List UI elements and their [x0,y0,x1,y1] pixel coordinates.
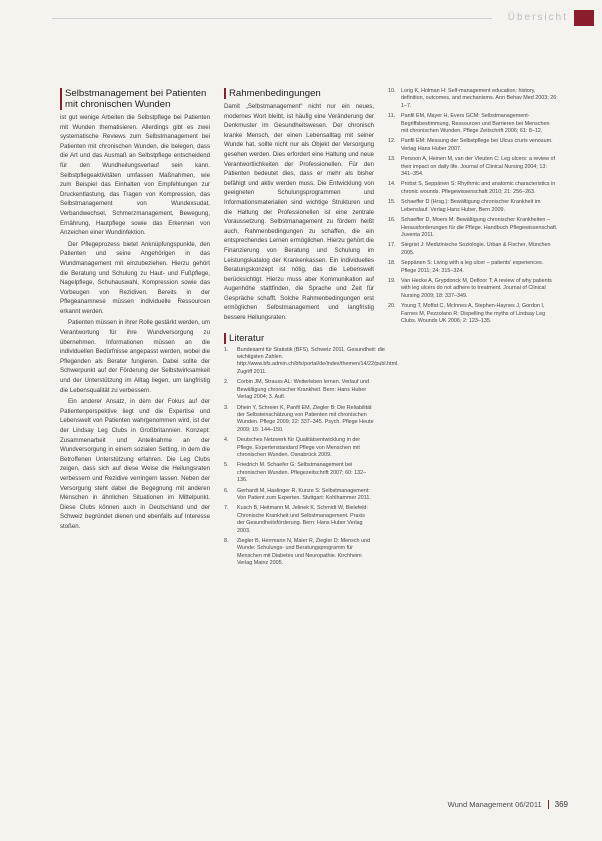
section-heading: Selbstmanagement bei Patienten mit chronischen Wunden [60,88,210,110]
reference-item [224,505,374,535]
reference-number: 3. [224,404,229,411]
page-number: 369 [554,800,568,809]
page-footer [448,800,568,809]
reference-item [224,405,374,435]
section-label: Übersicht [507,12,568,23]
reference-text: Probst S, Seppänen S: Rhythmic and anatomic characteristics in chronic wounds. Pflegewissenschaft 2010; 21: 256–263. [401,181,556,195]
reference-text: Panfil EM, Mayer H, Evers GCM: Selbstmanagement-Begriffsbestimmung, Ressourcen und Barrieren bei Menschen mit chronischen Wunden. Pflege Zeitschrift 2006; 61: 8–12. [401,113,550,135]
reference-text: Dhein Y, Schreier K, Panfil EM, Ziegler B: Die Reliabilität der Selbsteinschätzung von Patienten mit chronischen Wunden. Pflege 2009; 22: 337–345. Psych. Pflege Heute 2009; 15: 144–150. [237,404,374,433]
reference-text: Kusch B, Heitmann M, Jelinek K, Schmidt W, Bielefeld: Chronische Krankheit und Selbstmanagement. Praxis der Gesundheitsförderung. Bern: Hans Huber Verlag 2003. [237,505,368,534]
reference-item [388,156,558,178]
reference-item [388,278,558,300]
reference-item [388,217,558,239]
reference-item [388,303,558,325]
reference-number: 7. [224,505,229,512]
reference-item [388,199,558,214]
reference-item [224,488,374,503]
reference-text: Persoon A, Heinen M, van der Vleuten C: Leg ulcers: a review of their impact on daily life. Journal of Clinical Nursing 2004; 13: 341–354. [401,156,556,178]
reference-text: Deutsches Netzwerk für Qualitätsentwicklung in der Pflege. Expertenstandard Pflege von Menschen mit chronischen Wunden. Osnabrück 2009. [237,437,361,458]
paragraph: Damit „Selbstmanagement“ nicht nur ein neues, modernes Wort bleibt, ist häufig eine Veränderung der Denkmuster im Gesundheitswesen. Der chronisch kranke Mensch, der einen Lebensalltag mit seiner Wunde hat, sollte nicht nur als Objekt der Versorgung gesehen werden. Dies erfordert eine Haltung und neue Verantwortlichkeiten der Professionellen. Für den Patienten bedeutet dies, dass er mehr als bisher befähigt und aktiv werden muss. Die Entwicklung von geeigneten Schulungsprogrammen und Informationsmaterialien sind wichtige Strukturen und die Haltung der Professionellen ist eine zentrale Voraussetzung. Selbstmanagement zu fördern heißt auch, Rahmenbedingungen zu schaffen, die ein entsprechendes Lernen ermöglichen. Hierzu gehört die Finanzierung von Beratung und Schulung im Leistungskatalog der Krankenkassen. Ein individuelles Beratungskonzept ist nötig, das die Lebenswelt berücksichtigt. Hierzu muss aber Kommunikation auf Augenhöhe stattfinden, die Sprache und Zeit für Gespräche schafft. Solche Rahmenbedingungen erst ermöglichen Selbstmanagement und langfristig bessere Heilungsraten. [224,103,374,322]
reference-text: Van Hecke A, Grypdonck M, Defloor T: A review of why patients with leg ulcers do not adhere to treatment. Journal of Clinical Nursing 2009; 18: 337–349. [401,277,552,299]
reference-number: 10. [388,88,396,94]
reference-item [224,437,374,459]
reference-number: 8. [224,538,229,544]
reference-item [388,181,558,196]
footer-divider [548,800,549,809]
section-heading: Rahmenbedingungen [224,88,374,99]
reference-number: 19. [388,277,396,284]
reference-number: 12. [388,138,396,145]
paragraph: Ein anderer Ansatz, in dem der Fokus auf der Patientenperspektive liegt und die Expertise und Lebenswelt von Patienten wahrgenommen wird, ist der der Lindsay Leg Clubs in Großbritannien. Konzept: Zusammenarbeit und Anteilnahme an der Wundversorgung in einem sozialen Setting, in dem die Betroffenen Unterstützung erfahren. Die Leg Clubs zeigen, dass sich auf diese Weise die Heilungsraten verbessern und Rezidive verringern lassen. Neben der Versorgung steht dabei die Begegnung mit anderen Menschen in ähnlichen Situationen im Mittelpunkt. Diese Clubs können auch in Deutschland und der Schweiz begründet dienen und ebenfalls auf Interesse stoßen. [60,398,210,530]
reference-item [224,379,374,401]
reference-text: Young T, Moffat C, McInnes A, Stephen-Haynes J, Gordon I, Farnes M, Pezzolano R: Dispelling the myths of Lindsay Leg Clubs. Wounds UK 2006; 2: 123–135. [401,303,546,324]
reference-item [224,462,374,484]
section-marker [574,10,594,26]
reference-text: Ziegler B, Herrmann N, Maier R, Ziegler D: Mensch und Wunde: Schulungs- und Beratungsprogramm für Menschen mit Diabetes und Neuropathie. Kirchheim Verlag Mainz 2005. [237,538,371,567]
reference-number: 2. [224,379,229,386]
reference-number: 11. [388,113,396,120]
reference-number: 20. [388,303,396,310]
reference-item [388,113,558,135]
reference-text: Seppänen S: Living with a leg ulcer – patients' experiences. Pflege 2011; 24: 315–324. [401,260,544,274]
column-1 [60,88,210,788]
reference-number: 18. [388,260,396,267]
reference-number: 5. [224,462,229,469]
reference-item [224,346,399,377]
reference-item [224,538,374,568]
reference-item [388,138,558,153]
reference-text: Panfil EM: Messung der Selbstpflege bei Ulcus cruris venosum. Verlag Hans Huber 2007. [401,138,553,152]
journal-name: Wund Management 06/2011 [447,800,542,809]
column-3 [388,88,558,788]
reference-text: Siegrist J: Medizinische Soziologie. Urban & Fischer, München 2005. [401,242,551,256]
reference-item [388,242,558,257]
reference-item [388,88,558,110]
reference-text: Corbin JM, Strauss AL: Weiterleben lernen. Verlauf und Bewältigung chronischer Krankheit. Bern: Hans Huber Verlag 2004; 3. Aufl. [237,379,370,401]
reference-item [388,260,558,275]
reference-number: 14. [388,181,396,188]
reference-number: 17. [388,242,396,249]
paragraph: Der Pflegeprozess bietet Anknüpfungspunkte, den Patienten und seine Angehörigen in das Wundmanagement mit einzubeziehen. Hierzu gehört die Beratung und Schulung zu Haut- und Fußpflege, Nagelpflege, Schuhauswahl, Kompression sowie das Vorbeugen von Rezidiven. Bereits in der Pflegeanamnese müssen individuelle Ressourcen erkannt werden. [60,240,210,315]
reference-text: Friedrich M. Schaefer G: Selbstmanagement bei chronischen Wunden. Pflegezeitschrift 2007; 60: 132–136. [237,462,367,484]
reference-number: 13. [388,156,396,163]
paragraph: ist gut wenige Arbeiten die Selbstpflege bei Patienten mit Wunden thematisieren. Allerdings gibt es zwei systematische Reviews zum Selbstmanagement bei Patienten mit chronischen Wunden, die belegen, dass die Art und das Ausmaß an Selbstpflege entscheidend für den Wundheilungsverlauf sein kann. Selbstpflegeaktivitäten umfassen Maßnahmen, wie zum Beispiel das Einhalten von Empfehlungen zur Druckentlastung, das Tragen von Kompression, das Selbstmanagement von Wundexsudat, Verbandwechsel, Schmerzmanagement, Bewegung, Ernährung, Hautpflege sowie das Erkennen von Anzeichen einer Wundinfektion. [60,114,210,237]
reference-text: Bundesamt für Statistik (BFS). Schweiz 2011. Gesundheit: die wichtigsten Zahlen. http://www.bfs.admin.ch/bfs/portal/de/index/themen/14/22/publ.html. Zugriff 2011. [237,346,399,375]
reference-number: 4. [224,437,229,444]
literature-heading: Literatur [224,333,374,344]
reference-text: Schaeffer D, Moers M: Bewältigung chronischer Krankheiten – Herausforderungen für die Pflege. Handbuch Pflegewissenschaft. Juventa 2011. [401,217,558,238]
header-rule [52,18,492,19]
reference-number: 1. [224,346,229,353]
reference-number: 16. [388,217,396,224]
reference-number: 6. [224,487,229,494]
reference-list [224,346,399,568]
reference-number: 15. [388,199,396,206]
reference-list [388,88,558,325]
reference-text: Gerhardt M, Haslinger R, Kunze S: Selbstmanagement: Von Patient zum Experten. Stuttgart: Kohlhammer 2011. [237,487,371,501]
paragraph: Patienten müssen in ihrer Rolle gestärkt werden, um Verantwortung für ihre Wundversorgung zu übernehmen. Informationen müssen an die individuellen Bedürfnisse angepasst werden, wobei die Pflegenden als Berater fungieren. Dabei sollte der Schwerpunkt auf der Förderung der Selbstwirksamkeit und der Unterstützung im Alltag liegen, um langfristig die Lebensqualität zu verbessern. [60,319,210,394]
reference-text: Lorig K, Holman H: Self-management education: history, definition, outcomes, and mechanisms. Ann Behav Med 2003; 26: 1–7. [401,88,558,109]
reference-text: Schaeffer D (Hrsg.): Bewältigung chronischer Krankheit im Lebenslauf. Verlag Hans Huber, Bern 2009. [401,199,541,213]
